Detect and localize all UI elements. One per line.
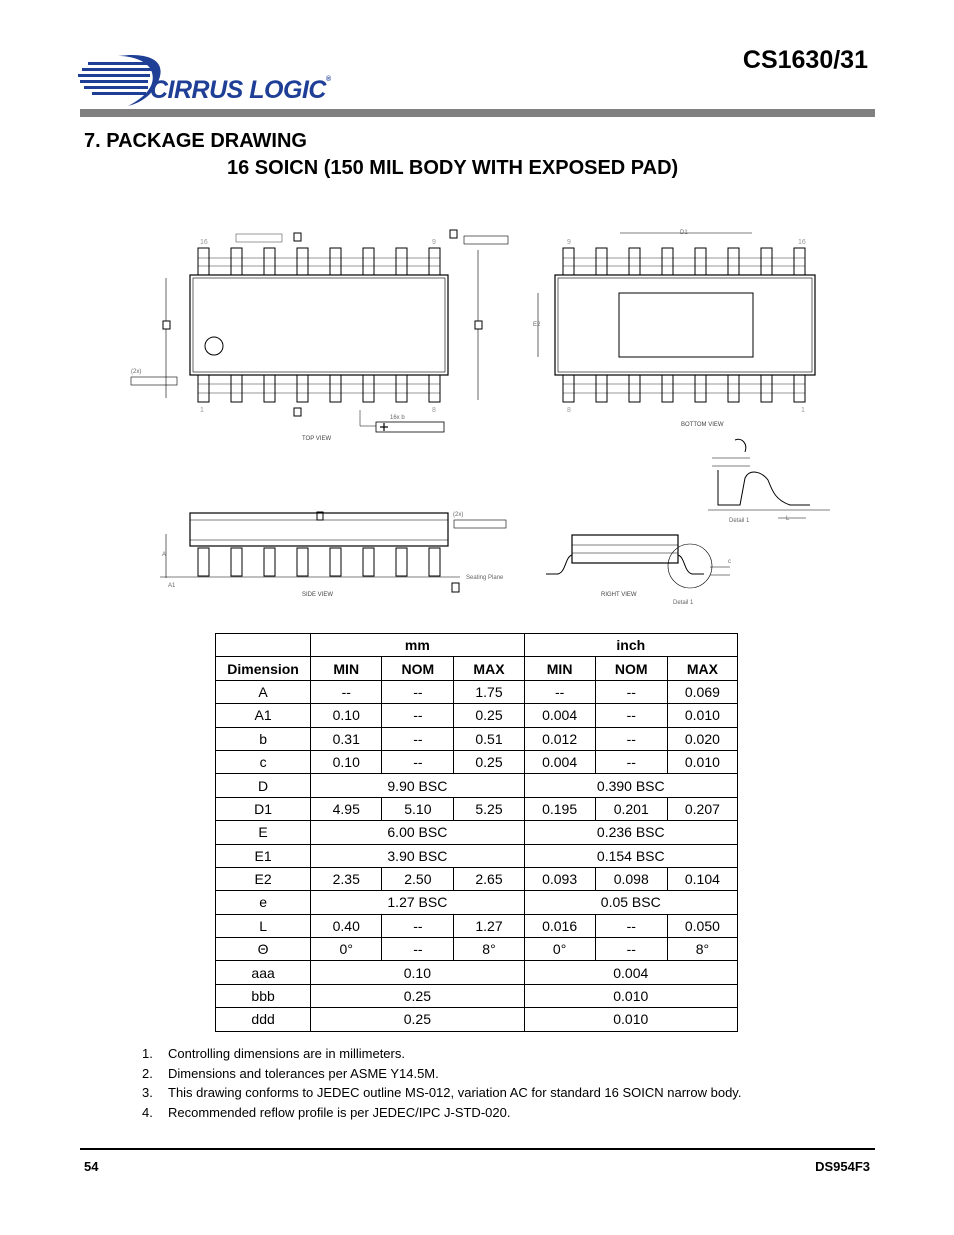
value-cell: -- [595, 727, 667, 750]
value-cell: 0.201 [595, 797, 667, 820]
inch-span-cell: 0.236 BSC [524, 821, 737, 844]
group-header-inch: inch [524, 634, 737, 657]
table-header-group-row [216, 634, 738, 657]
dimension-cell: E1 [216, 844, 311, 867]
column-header-inch-min: MIN [524, 657, 595, 680]
svg-text:9: 9 [432, 239, 436, 246]
value-cell: 0.207 [667, 797, 737, 820]
dimension-cell: e [216, 891, 311, 914]
table-row [216, 1008, 738, 1031]
svg-text:9: 9 [567, 239, 571, 246]
table-row [216, 704, 738, 727]
page-number: 54 [84, 1159, 99, 1174]
svg-text:Detail 1: Detail 1 [673, 600, 694, 606]
dimension-cell: E2 [216, 867, 311, 890]
value-cell: 0.016 [524, 914, 595, 937]
table-header-row [216, 657, 738, 680]
value-cell: 0° [524, 938, 595, 961]
note-item: 1. Controlling dimensions are in millimeters. [142, 1046, 405, 1061]
value-cell: 0.31 [311, 727, 382, 750]
inch-span-cell: 0.010 [524, 1008, 737, 1031]
svg-text:(2x): (2x) [453, 512, 464, 518]
value-cell: 1.27 [454, 914, 524, 937]
value-cell: 0.104 [667, 867, 737, 890]
table-corner-cell [216, 634, 311, 657]
svg-text:16x b: 16x b [390, 415, 405, 421]
value-cell: -- [524, 680, 595, 703]
dimension-cell: ddd [216, 1008, 311, 1031]
svg-text:8: 8 [432, 407, 436, 414]
value-cell: 0.098 [595, 867, 667, 890]
column-header-inch-max: MAX [667, 657, 737, 680]
brand-logo-text: CIRRUS LOGIC® [150, 76, 331, 104]
value-cell: 0.25 [454, 704, 524, 727]
note-item: 3. This drawing conforms to JEDEC outline MS-012, variation AC for standard 16 SOICN narrow body. [142, 1085, 742, 1101]
svg-text:1: 1 [200, 407, 204, 414]
svg-text:16: 16 [200, 239, 208, 246]
value-cell: -- [382, 914, 454, 937]
value-cell: -- [382, 680, 454, 703]
svg-text:c: c [728, 559, 731, 565]
dimension-cell: D1 [216, 797, 311, 820]
dimension-cell: D [216, 774, 311, 797]
value-cell: -- [382, 750, 454, 773]
value-cell: 8° [454, 938, 524, 961]
document-id: DS954F3 [815, 1159, 870, 1174]
footer-rule [80, 1148, 875, 1150]
notes-list [142, 1046, 741, 1125]
value-cell: 2.50 [382, 867, 454, 890]
mm-span-cell: 6.00 BSC [311, 821, 524, 844]
value-cell: -- [382, 727, 454, 750]
dimension-cell: A1 [216, 704, 311, 727]
dimension-cell: bbb [216, 984, 311, 1007]
value-cell: 0.004 [524, 704, 595, 727]
table-row [216, 984, 738, 1007]
value-cell: -- [595, 704, 667, 727]
inch-span-cell: 0.010 [524, 984, 737, 1007]
svg-text:A: A [162, 552, 167, 558]
value-cell: 0.010 [667, 704, 737, 727]
column-header-mm-min: MIN [311, 657, 382, 680]
group-header-mm: mm [311, 634, 524, 657]
svg-text:TOP VIEW: TOP VIEW [302, 436, 332, 442]
svg-text:BOTTOM VIEW: BOTTOM VIEW [681, 422, 724, 428]
svg-text:E2: E2 [533, 322, 541, 328]
table-row [216, 797, 738, 820]
column-header-mm-max: MAX [454, 657, 524, 680]
svg-text:Detail 1: Detail 1 [729, 518, 750, 524]
mm-span-cell: 3.90 BSC [311, 844, 524, 867]
svg-text:RIGHT VIEW: RIGHT VIEW [601, 592, 637, 598]
table-row [216, 680, 738, 703]
doc-title: CS1630/31 [742, 46, 868, 74]
value-cell: -- [595, 750, 667, 773]
table-row [216, 750, 738, 773]
dimension-cell: c [216, 750, 311, 773]
note-item: 2. Dimensions and tolerances per ASME Y14.5M. [142, 1065, 439, 1081]
value-cell: 0.020 [667, 727, 737, 750]
value-cell: -- [595, 938, 667, 961]
value-cell: 4.95 [311, 797, 382, 820]
value-cell: 0.050 [667, 914, 737, 937]
header-rule [80, 109, 875, 117]
svg-text:D1: D1 [680, 230, 688, 236]
value-cell: 0.010 [667, 750, 737, 773]
value-cell: 1.75 [454, 680, 524, 703]
table-row [216, 891, 738, 914]
value-cell: -- [382, 704, 454, 727]
section-subtitle: 16 SOICN (150 MIL BODY WITH EXPOSED PAD) [227, 157, 679, 179]
value-cell: 5.10 [382, 797, 454, 820]
value-cell: 0.10 [311, 750, 382, 773]
dimension-cell: Θ [216, 938, 311, 961]
value-cell: -- [382, 938, 454, 961]
value-cell: 0.093 [524, 867, 595, 890]
value-cell: 0° [311, 938, 382, 961]
svg-text:Seating Plane: Seating Plane [466, 575, 504, 581]
inch-span-cell: 0.05 BSC [524, 891, 737, 914]
right-view [546, 535, 731, 606]
dimension-cell: E [216, 821, 311, 844]
inch-span-cell: 0.390 BSC [524, 774, 737, 797]
svg-text:16: 16 [798, 239, 806, 246]
section-title: 7. PACKAGE DRAWING [84, 130, 307, 152]
table-row [216, 821, 738, 844]
table-row [216, 938, 738, 961]
value-cell: 0.10 [311, 704, 382, 727]
dimension-table [215, 633, 738, 1032]
table-row [216, 867, 738, 890]
dimension-cell: L [216, 914, 311, 937]
value-cell: 0.40 [311, 914, 382, 937]
value-cell: 0.51 [454, 727, 524, 750]
value-cell: 5.25 [454, 797, 524, 820]
value-cell: -- [311, 680, 382, 703]
value-cell: 8° [667, 938, 737, 961]
mm-span-cell: 1.27 BSC [311, 891, 524, 914]
column-header-mm-nom: NOM [382, 657, 454, 680]
value-cell: 0.004 [524, 750, 595, 773]
table-row [216, 727, 738, 750]
table-row [216, 774, 738, 797]
table-row [216, 961, 738, 984]
mm-span-cell: 0.25 [311, 1008, 524, 1031]
value-cell: 2.65 [454, 867, 524, 890]
note-item: 4. Recommended reflow profile is per JEDEC/IPC J-STD-020. [142, 1105, 511, 1121]
svg-text:(2x): (2x) [131, 369, 142, 375]
bottom-view [533, 230, 815, 428]
detail-1 [708, 439, 830, 524]
value-cell: 0.069 [667, 680, 737, 703]
inch-span-cell: 0.154 BSC [524, 844, 737, 867]
dimension-cell: b [216, 727, 311, 750]
value-cell: 0.012 [524, 727, 595, 750]
inch-span-cell: 0.004 [524, 961, 737, 984]
table-row [216, 914, 738, 937]
value-cell: -- [595, 680, 667, 703]
dimension-cell: aaa [216, 961, 311, 984]
svg-text:L: L [786, 516, 790, 522]
svg-text:A1: A1 [168, 583, 176, 589]
side-view [160, 512, 506, 598]
svg-text:SIDE VIEW: SIDE VIEW [302, 592, 334, 598]
value-cell: 0.25 [454, 750, 524, 773]
column-header-inch-nom: NOM [595, 657, 667, 680]
mm-span-cell: 9.90 BSC [311, 774, 524, 797]
value-cell: 2.35 [311, 867, 382, 890]
mm-span-cell: 0.25 [311, 984, 524, 1007]
column-header-dimension: Dimension [216, 657, 311, 680]
value-cell: -- [595, 914, 667, 937]
value-cell: 0.195 [524, 797, 595, 820]
svg-text:8: 8 [567, 407, 571, 414]
top-view [131, 230, 508, 442]
svg-text:1: 1 [801, 407, 805, 414]
table-row [216, 844, 738, 867]
dimension-cell: A [216, 680, 311, 703]
mm-span-cell: 0.10 [311, 961, 524, 984]
